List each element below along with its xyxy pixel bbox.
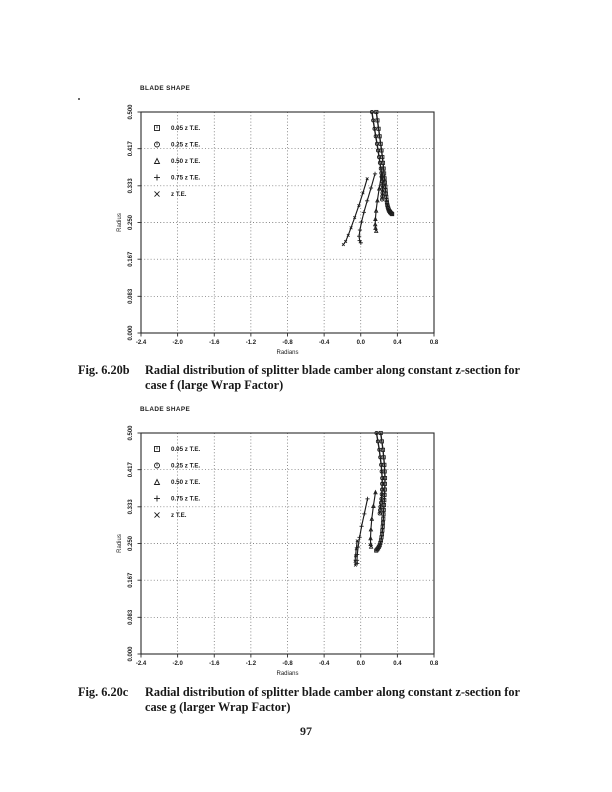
x-tick-label: 0.4	[393, 340, 402, 346]
y-tick-label: 0.417	[128, 141, 134, 157]
blade-shape-plot	[60, 398, 510, 688]
y-axis	[117, 425, 141, 662]
blade-shape-plot	[60, 77, 510, 367]
legend-label: 0.05 z T.E.	[171, 125, 201, 133]
figure-caption-620b	[78, 363, 558, 392]
caption-line-1: Radial distribution of splitter blade camber along constant z-section for	[145, 363, 520, 377]
chart-title: BLADE SHAPE	[140, 406, 191, 413]
y-tick-label: 0.333	[128, 178, 134, 194]
x-tick-label: 0.8	[429, 661, 439, 667]
caption-line-2: case g (larger Wrap Factor)	[145, 699, 291, 714]
y-axis-label: Radius	[117, 213, 123, 232]
figure-caption-620c	[78, 685, 558, 714]
x-tick-label: -2.0	[172, 340, 183, 346]
x-tick-label: 0.0	[356, 661, 365, 667]
x-axis-label: Radians	[276, 671, 299, 677]
legend-label: 0.25 z T.E.	[171, 462, 201, 470]
x-tick-label: 0.0	[356, 340, 365, 346]
y-tick-label: 0.083	[128, 609, 134, 625]
caption-line-1: Radial distribution of splitter blade camber along constant z-section for	[145, 685, 520, 699]
legend-label: 0.50 z T.E.	[171, 158, 201, 166]
x-tick-label: -1.6	[209, 661, 220, 667]
y-axis-label: Radius	[117, 534, 123, 553]
x-tick-label: -0.8	[282, 661, 293, 667]
x-tick-label: 0.4	[393, 661, 402, 667]
figure-tag: Fig. 6.20b	[78, 363, 130, 377]
y-tick-label: 0.083	[128, 288, 134, 304]
x-tick-label: -2.4	[135, 661, 147, 667]
legend-label: 0.05 z T.E.	[171, 446, 201, 454]
figure-caption-text	[145, 685, 558, 714]
x-tick-label: -1.2	[245, 340, 257, 346]
caption-line-2: case f (large Wrap Factor)	[145, 377, 284, 392]
x-tick-label: -2.0	[172, 661, 183, 667]
y-tick-label: 0.000	[128, 646, 134, 662]
figure-caption-text	[145, 363, 558, 392]
x-tick-label: -2.4	[135, 340, 147, 346]
y-tick-label: 0.333	[128, 499, 134, 515]
y-tick-label: 0.417	[128, 462, 134, 478]
y-tick-label: 0.500	[128, 104, 134, 120]
legend-label: 0.75 z T.E.	[171, 495, 201, 503]
y-tick-label: 0.167	[128, 572, 134, 588]
y-tick-label: 0.000	[128, 325, 134, 341]
y-tick-label: 0.250	[128, 214, 134, 231]
legend-label: 0.50 z T.E.	[171, 479, 201, 487]
x-axis-label: Radians	[276, 350, 299, 356]
chart-title: BLADE SHAPE	[140, 85, 191, 92]
y-tick-label: 0.167	[128, 251, 134, 267]
x-tick-label: -1.6	[209, 340, 220, 346]
x-tick-label: 0.8	[429, 340, 439, 346]
x-tick-label: -0.4	[318, 661, 330, 667]
x-axis	[136, 654, 439, 677]
x-tick-label: -1.2	[245, 661, 257, 667]
series-triangle	[369, 491, 377, 549]
blade-shape-chart-c	[60, 398, 510, 693]
page-number: 97	[300, 724, 312, 738]
blade-shape-chart-b	[60, 77, 510, 372]
figure-tag: Fig. 6.20c	[78, 685, 129, 699]
x-axis	[136, 333, 439, 356]
x-tick-label: -0.8	[282, 340, 293, 346]
x-tick-label: -0.4	[318, 340, 330, 346]
legend	[154, 446, 201, 519]
legend	[154, 125, 201, 198]
legend-label: z T.E.	[171, 191, 187, 199]
y-tick-label: 0.250	[128, 535, 134, 552]
y-axis	[117, 104, 141, 341]
legend-label: 0.75 z T.E.	[171, 174, 201, 182]
legend-label: 0.25 z T.E.	[171, 141, 201, 149]
y-tick-label: 0.500	[128, 425, 134, 441]
legend-label: z T.E.	[171, 512, 187, 520]
series-plus	[357, 172, 377, 245]
